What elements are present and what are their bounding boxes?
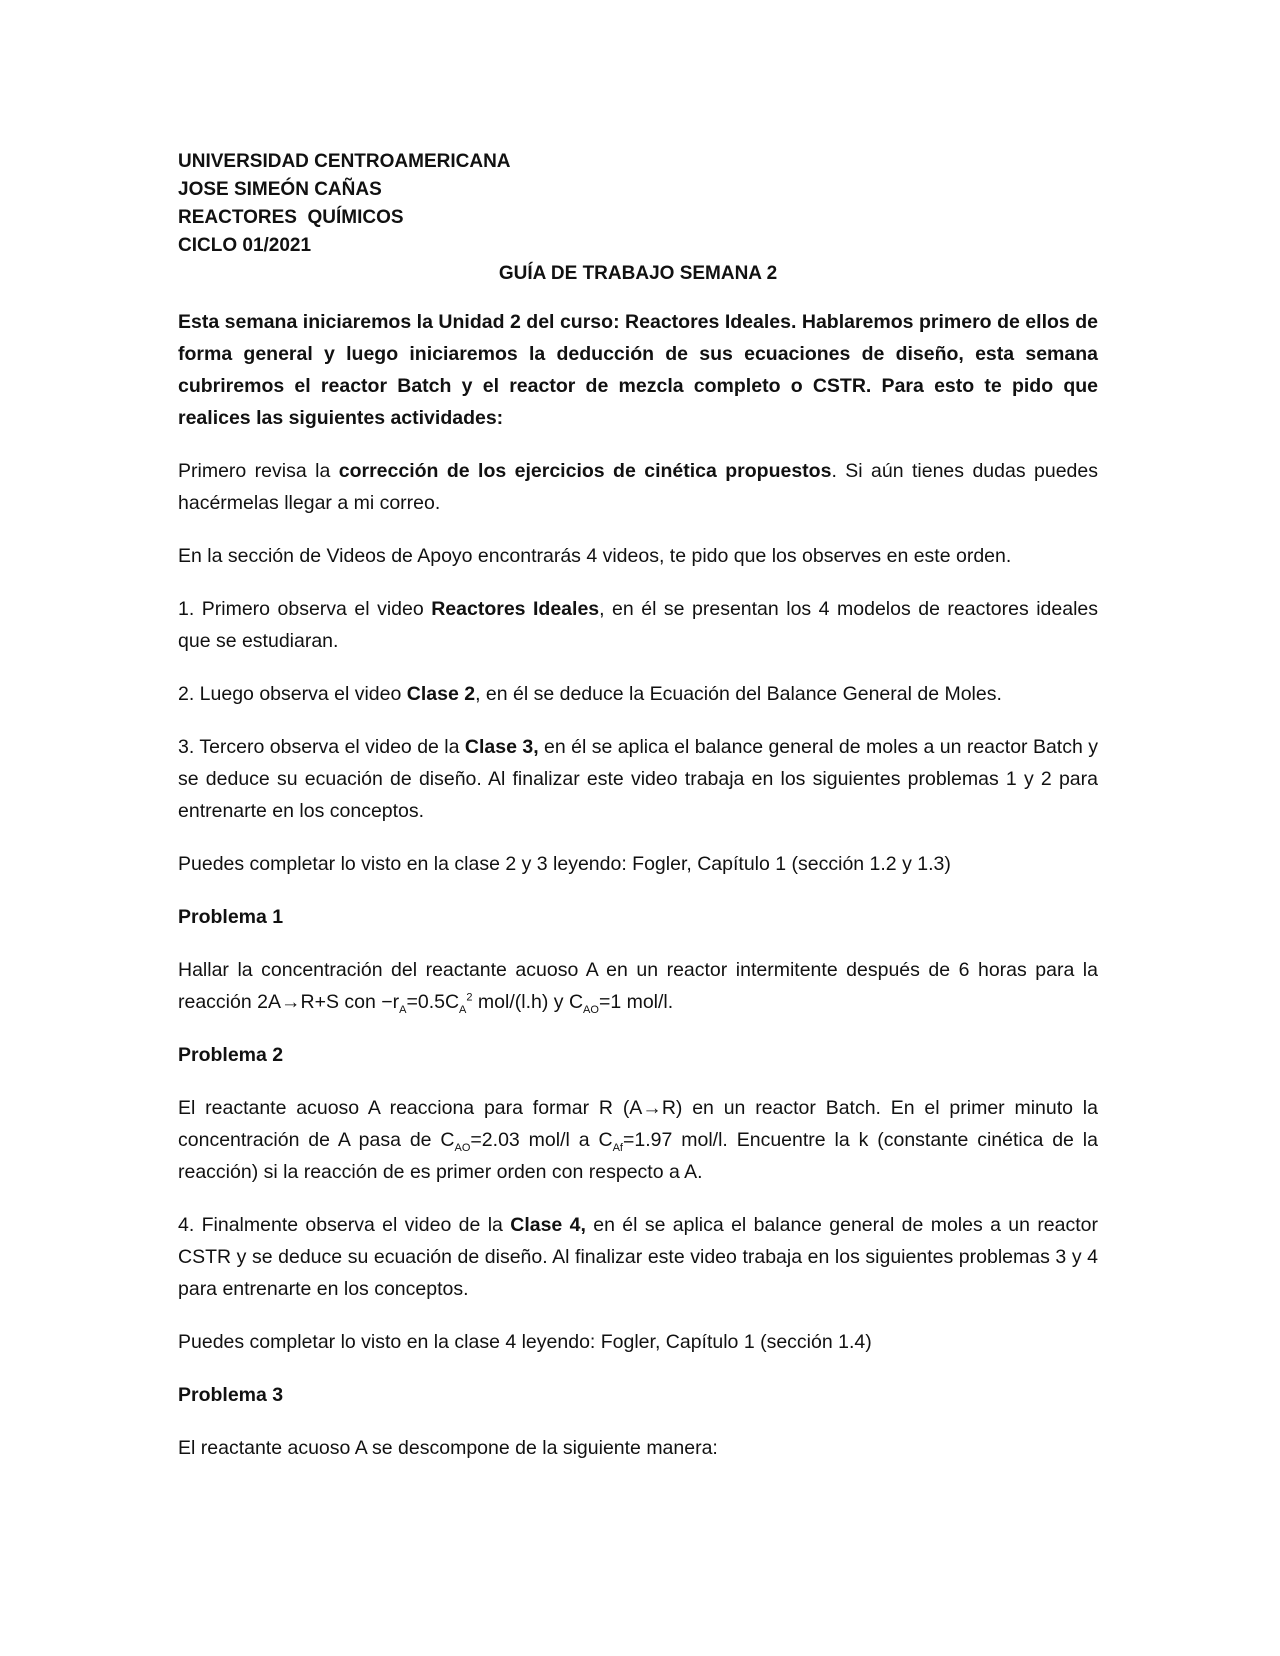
problem-3-text: El reactante acuoso A se descompone de la siguiente manera: xyxy=(178,1437,718,1459)
problem-1-part: =1 mol/l. xyxy=(598,991,674,1013)
problem-1-text xyxy=(178,954,1098,1018)
problem-1-part: mol/(l.h) y C xyxy=(472,991,584,1013)
problem-1-part: =0.5C xyxy=(406,991,460,1013)
reading-2-paragraph: Puedes completar lo visto en la clase 4 leyendo: Fogler, Capítulo 1 (sección 1.4) xyxy=(178,1331,872,1353)
review-text-post: . Si aún tienes dudas puedes hacérmelas llegar a mi correo. xyxy=(178,460,1098,514)
subscript: AO xyxy=(454,1141,471,1154)
document-body xyxy=(178,148,1098,1464)
guide-title: GUÍA DE TRABAJO SEMANA 2 xyxy=(498,263,778,284)
problem-2-title: Problema 2 xyxy=(178,1044,284,1066)
step-3-paragraph xyxy=(178,731,1098,827)
step-4-post: en él se aplica el balance general de moles a un reactor CSTR y se deduce su ecuación de diseño. Al finalizar este video trabaja en los siguientes problemas 3 y 4 para entrenarte en los conceptos. xyxy=(178,1214,1099,1300)
problem-1-title: Problema 1 xyxy=(178,906,284,928)
step-4-paragraph xyxy=(178,1209,1098,1305)
problem-2-part: =2.03 mol/l a C xyxy=(470,1129,613,1151)
arrow-icon: → xyxy=(280,991,301,1013)
problem-1-part: Hallar la concentración del reactante acuoso A en un reactor intermitente después de 6 horas para la reacción 2A xyxy=(178,959,1098,1013)
subscript: A xyxy=(459,1003,467,1016)
step-2-bold: Clase 2 xyxy=(406,683,476,705)
step-2-post: , en él se deduce la Ecuación del Balance General de Moles. xyxy=(475,683,1002,705)
step-2-pre: 2. Luego observa el video xyxy=(178,683,407,705)
subscript: A xyxy=(399,1003,407,1016)
university-name-line: JOSE SIMEÓN CAÑAS xyxy=(178,179,382,200)
step-1-pre: 1. Primero observa el video xyxy=(178,598,432,620)
step-1-paragraph xyxy=(178,593,1098,657)
step-4-pre: 4. Finalmente observa el video de la xyxy=(178,1214,511,1236)
reading-1-paragraph: Puedes completar lo visto en la clase 2 y 3 leyendo: Fogler, Capítulo 1 (sección 1.2 y 1.3) xyxy=(178,853,951,875)
subscript: Af xyxy=(612,1141,623,1154)
step-1-post: , en él se presentan los 4 modelos de reactores ideales que se estudiaran. xyxy=(178,598,1098,652)
problem-1-part: R+S con −r xyxy=(300,991,400,1013)
review-text-pre: Primero revisa la xyxy=(178,460,339,482)
university-line: UNIVERSIDAD CENTROAMERICANA xyxy=(178,151,511,172)
problem-2-part: El reactante acuoso A reacciona para formar R (A xyxy=(178,1097,643,1119)
problem-2-text xyxy=(178,1092,1098,1188)
step-3-pre: 3. Tercero observa el video de la xyxy=(178,736,465,758)
review-paragraph xyxy=(178,455,1098,519)
superscript: 2 xyxy=(466,991,473,1004)
subscript: AO xyxy=(583,1003,599,1016)
step-4-bold: Clase 4, xyxy=(510,1214,586,1236)
step-2-paragraph xyxy=(178,678,1098,710)
problem-2-part: =1.97 mol/l. Encuentre la k (constante cinética de la reacción) si la reacción de es primer orden con respecto a A. xyxy=(178,1129,1098,1183)
videos-intro-paragraph: En la sección de Videos de Apoyo encontrarás 4 videos, te pido que los observes en este orden. xyxy=(178,545,1012,567)
course-line: REACTORES QUÍMICOS xyxy=(178,207,404,228)
step-1-bold: Reactores Ideales xyxy=(431,598,600,620)
review-text-bold: corrección de los ejercicios de cinética propuestos xyxy=(338,460,832,482)
problem-3-title: Problema 3 xyxy=(178,1384,284,1406)
problem-2-part: R) en un reactor Batch. En el primer minuto la concentración de A pasa de C xyxy=(178,1097,1098,1151)
step-3-post: en él se aplica el balance general de moles a un reactor Batch y se deduce su ecuación de diseño. Al finalizar este video trabaja en los siguientes problemas 1 y 2 para entrenarte en los conceptos. xyxy=(178,736,1098,822)
arrow-icon: → xyxy=(642,1097,662,1119)
step-3-bold: Clase 3, xyxy=(464,736,539,758)
intro-paragraph: Esta semana iniciaremos la Unidad 2 del curso: Reactores Ideales. Hablaremos primero de ellos de forma general y luego iniciaremos la deducción de sus ecuaciones de diseño, esta semana cubriremos el reactor Batch y el reactor de mezcla completo o CSTR. Para esto te pido que realices las siguientes actividades: xyxy=(178,311,1098,429)
cycle-line: CICLO 01/2021 xyxy=(178,235,312,256)
